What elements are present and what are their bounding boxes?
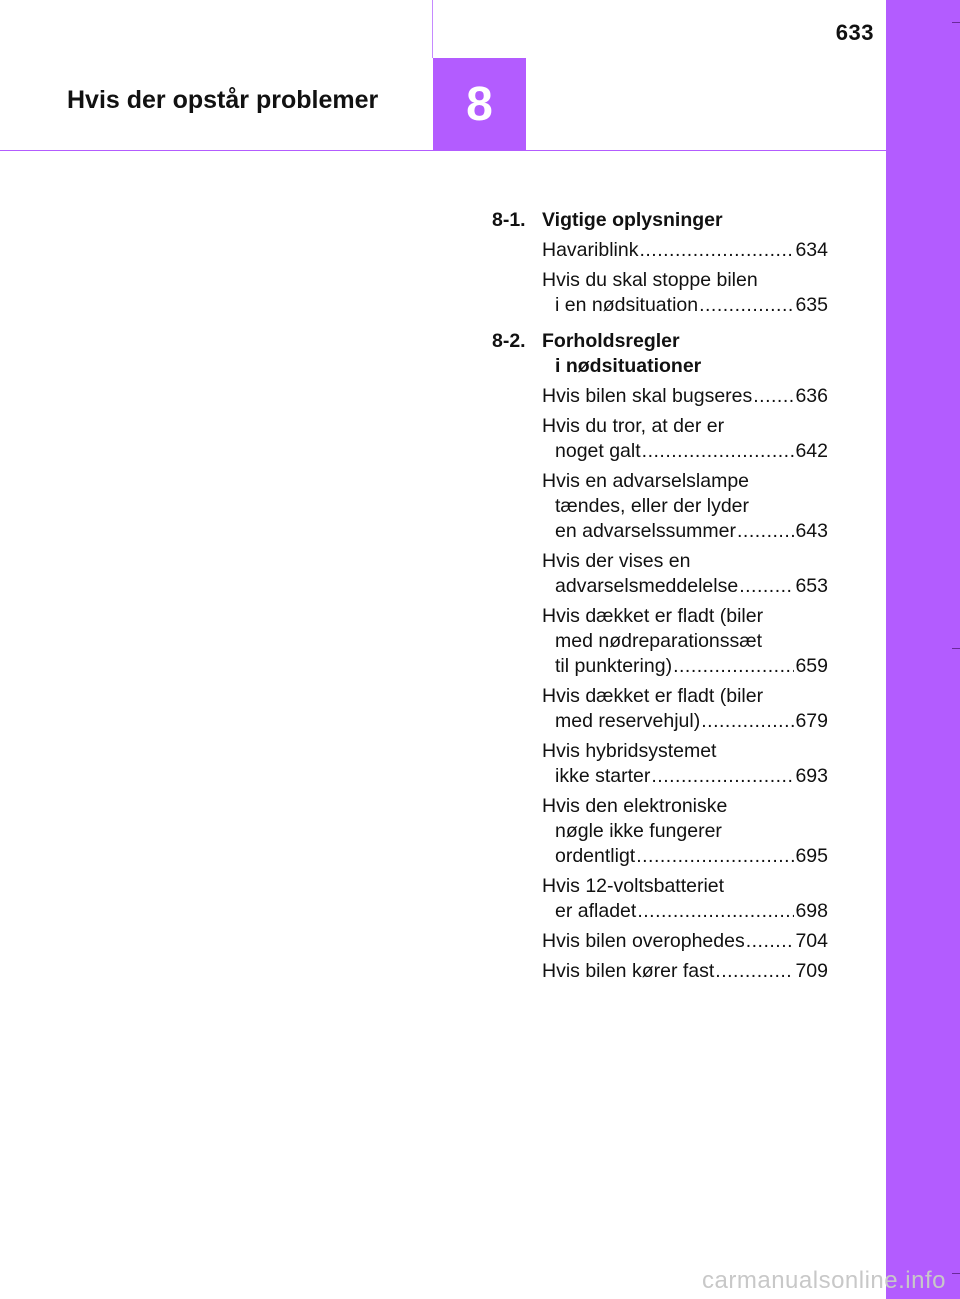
watermark: carmanualsonline.info	[702, 1267, 946, 1294]
dot-leader	[637, 899, 794, 924]
entry-page-number: 704	[795, 930, 828, 952]
chapter-number: 8	[466, 78, 493, 131]
entry-row	[542, 574, 828, 599]
entry-title: Hvis bilen kører fast	[542, 960, 715, 982]
toc-entry[interactable]	[542, 684, 828, 734]
toc-entry[interactable]	[542, 469, 828, 544]
section-title: Vigtige oplysninger	[542, 209, 723, 231]
entry-title: til punktering)	[555, 655, 673, 677]
dot-leader	[673, 654, 794, 679]
crop-mark	[952, 1273, 960, 1274]
header-divider	[432, 0, 433, 58]
dot-leader	[737, 519, 794, 544]
entry-page-number: 698	[795, 900, 828, 922]
toc-entry[interactable]	[542, 414, 828, 464]
entry-title: Hvis dækket er fladt (biler	[542, 605, 764, 627]
toc-entry[interactable]	[542, 794, 828, 869]
entry-page-number: 636	[795, 385, 828, 407]
entry-page-number: 695	[795, 845, 828, 867]
entry-row	[542, 764, 828, 789]
toc-entry[interactable]	[542, 384, 828, 409]
entry-row	[542, 959, 828, 984]
dot-leader	[651, 764, 794, 789]
entry-title: Hvis 12-voltsbatteriet	[542, 875, 725, 897]
toc-entry[interactable]	[542, 238, 828, 263]
entry-row	[542, 844, 828, 869]
entry-page-number: 634	[795, 239, 828, 261]
toc-entry[interactable]	[542, 874, 828, 924]
toc-entry[interactable]	[542, 929, 828, 954]
entry-page-number: 679	[795, 710, 828, 732]
toc-entry[interactable]	[542, 268, 828, 318]
entry-title: ikke starter	[555, 765, 651, 787]
entry-page-number: 643	[795, 520, 828, 542]
toc-entry[interactable]	[542, 959, 828, 984]
entry-row	[542, 709, 828, 734]
entry-title: Hvis den elektroniske	[542, 795, 728, 817]
entry-title: Hvis bilen overophedes	[542, 930, 745, 952]
entry-page-number: 635	[795, 294, 828, 316]
entry-row	[542, 654, 828, 679]
dot-leader	[739, 574, 794, 599]
entry-title: Hvis en advarselslampe	[542, 470, 750, 492]
page-number: 633	[835, 20, 874, 45]
dot-leader	[715, 959, 794, 984]
entry-page-number: 653	[795, 575, 828, 597]
toc-section	[492, 329, 828, 379]
toc-entry[interactable]	[542, 549, 828, 599]
entry-title: Hvis du skal stoppe bilen	[542, 269, 758, 291]
entry-row	[542, 293, 828, 318]
dot-leader	[701, 709, 794, 734]
entry-title: Hvis dækket er fladt (biler	[542, 685, 764, 707]
chapter-number-tab	[433, 58, 526, 151]
table-of-contents	[492, 208, 828, 989]
dot-leader	[746, 929, 795, 954]
section-title: Forholdsregler	[542, 330, 680, 352]
dot-leader	[639, 238, 794, 263]
entry-title: Hvis du tror, at der er	[542, 415, 725, 437]
dot-leader	[699, 293, 794, 318]
entry-row	[542, 899, 828, 924]
entry-title: Hvis hybridsystemet	[542, 740, 717, 762]
entry-title: noget galt	[555, 440, 641, 462]
entry-title: nøgle ikke fungerer	[555, 820, 722, 842]
dot-leader	[636, 844, 794, 869]
crop-mark	[952, 22, 960, 23]
entry-page-number: 659	[795, 655, 828, 677]
entry-title: tændes, eller der lyder	[555, 495, 750, 517]
entry-title: i en nødsituation	[555, 294, 699, 316]
section-number: 8-1.	[492, 209, 526, 231]
entry-title: advarselsmeddelelse	[555, 575, 739, 597]
entry-page-number: 642	[795, 440, 828, 462]
entry-title: er afladet	[555, 900, 637, 922]
section-title: i nødsituationer	[555, 355, 702, 377]
entry-title: med reservehjul)	[555, 710, 701, 732]
entry-title: en advarselssummer	[555, 520, 736, 542]
toc-section	[492, 208, 828, 233]
entry-row	[542, 929, 828, 954]
side-color-bar	[886, 0, 960, 1299]
entry-title: Hvis der vises en	[542, 550, 691, 572]
entry-row	[542, 439, 828, 464]
entry-title: Havariblink	[542, 239, 639, 261]
crop-mark	[952, 648, 960, 649]
entry-page-number: 693	[795, 765, 828, 787]
section-number: 8-2.	[492, 330, 526, 352]
toc-entry[interactable]	[542, 604, 828, 679]
entry-title: ordentligt	[555, 845, 636, 867]
entry-title: med nødreparationssæt	[555, 630, 763, 652]
entry-row	[542, 384, 828, 409]
dot-leader	[642, 439, 795, 464]
entry-title: Hvis bilen skal bugseres	[542, 385, 753, 407]
dot-leader	[753, 384, 794, 409]
entry-row	[542, 238, 828, 263]
toc-entry[interactable]	[542, 739, 828, 789]
entry-page-number: 709	[795, 960, 828, 982]
entry-row	[542, 519, 828, 544]
chapter-title: Hvis der opstår problemer	[67, 86, 379, 114]
